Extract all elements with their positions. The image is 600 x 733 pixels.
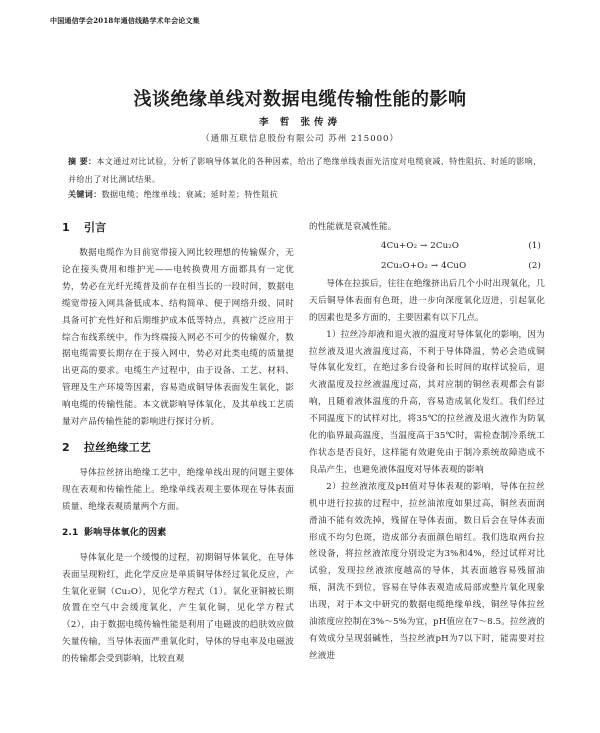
abstract-label: 摘 要： <box>68 157 97 166</box>
equation-formula: 2Cu₂O+O₂ → 4CuO <box>381 260 467 271</box>
keywords-text: 数据电缆；绝缘单线；衰减；延时差；特性阻抗 <box>101 190 279 199</box>
proceedings-header: 中国通信学会2018年通信线路学术年会论文集 <box>50 16 200 25</box>
section-title: 引言 <box>84 221 107 234</box>
paragraph: 导体在拉拔后，往往在绝缘挤出后几个小时出现氧化，几天后铜导体表面有色斑，进一步向深度氧化迈进，引起氧化的因素也是多方面的，主要因素有以下几点。 <box>309 278 545 323</box>
authors: 李 哲 张传涛 <box>258 117 342 128</box>
section-number: 2 <box>62 440 70 454</box>
paper-title: 浅谈绝缘单线对数据电缆传输性能的影响 <box>133 89 467 110</box>
equation-2 <box>309 256 545 276</box>
affiliation: （通鼎互联信息股份有限公司 苏州 215000） <box>201 134 399 144</box>
section-2-heading <box>62 439 294 457</box>
equation-1 <box>309 236 545 256</box>
section-number: 1 <box>62 221 70 234</box>
paragraph: 导体拉丝挤出绝缘工艺中，绝缘单线出现的问题主要体现在表观和传输性能上。绝缘单线表观主要体现在导体表面质量、绝缘表观质量两个方面。 <box>62 467 294 512</box>
paragraph: 导体氧化是一个缓慢的过程，初期铜导体氧化，在导体表面呈现粉红，此化学反应是单质铜导体经过氧化反应，产生氧化亚铜（Cu₂O），见化学方程式（1）。氧化亚铜被长期放置在空气中会缓度氧化，产生氧化铜，见化学方程式（2），由于数据电缆传输性能是利用了电磁波的趋肤效应做矢量传输，当导体表面严重氧化时，导体的导电率及电磁波的传输都会受到影响，比较直观 <box>62 552 294 665</box>
section-title: 拉丝绝缘工艺 <box>84 440 151 454</box>
keywords-label: 关键词： <box>68 190 102 199</box>
abstract-text: 本文通过对比试验，分析了影响导体氧化的各种因素，给出了绝缘单线表面光洁度对电缆衰减、特性阻抗、时延的影响，并给出了对比测试结果。 <box>68 157 542 184</box>
left-column <box>62 219 294 668</box>
paragraph: 数据电缆作为目前宽带接入网比较理想的传输媒介，无论在接头费用和维护光——电转换费用方面都具有一定优势，势必在光纤光缆普及前存在相当长的一段时间，数据电缆宽带接入网具备低成本、结构简单、便于网络升级、同时具备可扩充性好和后期维护成本低等特点，真被广泛应用于综合布线系统中，作为终端接入网必不可少的传输媒介，数据电缆需要长期存在于接入网中，势必对此类电缆的质量提出更高的要求。电缆生产过程中，由于设备、工艺、材料、管理及生产环境等因素，容易造成铜导体表面发生氧化，影响电缆的传输性能。本文就影响导体氧化，及其单线工艺质量对产品传输性能的影响进行探讨分析。 <box>62 248 294 428</box>
section-1-heading <box>62 219 294 237</box>
right-column <box>309 219 545 665</box>
section-2-1-heading <box>62 524 294 542</box>
section-title: 影响导体氧化的因素 <box>84 527 167 538</box>
equation-formula: 4Cu+O₂ → 2Cu₂O <box>381 240 460 251</box>
paragraph: 1）拉丝冷却液和退火液的温度对导体氧化的影响，因为拉丝液及退火液温度过高，不利于导体降温，势必会造成铜导体氧化发红，在绝过多台设备和长时间的取样试验后，退火液温度及拉丝液温度过高，其对应制的铜丝表观都会有影响，且随着液体温度的升高，容易造成氧化发红。我们经过不同温度下的试样对比，将35℃的拉丝液及退火液作为防氧化的临界最高温度，当温度高于35℃时，需检查制冷系统工作状态是否良好，这样能有效避免由于制冷系统故障造成不良品产生，也避免液体温度对导体表观的影响 <box>309 329 545 475</box>
equation-number: (2) <box>528 260 541 271</box>
paragraph: 2）拉丝液浓度及pH值对导体表观的影响，导体在拉丝机中进行拉拔的过程中，拉丝油浓度如果过高，铜丝表面润滑油不能有效洗掉，残留在导体表面，数日后会在导体表面形成不均匀色斑，造成部分表面颜色暗红。我们选取两台拉丝设备，将拉丝液浓度分别设定为3%和4%，经过试样对比试验，发现拉丝液浓度越高的导体，其表面越容易残留油痕，洞洗不到位，容易在导体表观造成局部或整片氧化现象出现，对于本文中研究的数据电缆绝缘单线，铜丝导体拉丝油浓度应控制在3%～5%为宜，pH值应在7～8.5。拉丝液的有效成分呈现弱碱性，当拉丝液pH为7以下时，能需要对拉丝液进 <box>309 481 545 661</box>
equation-number: (1) <box>528 240 541 251</box>
keywords <box>68 189 546 200</box>
abstract <box>68 153 546 189</box>
section-number: 2.1 <box>62 527 79 538</box>
paragraph: 的性能就是衰减性能。 <box>309 222 397 232</box>
